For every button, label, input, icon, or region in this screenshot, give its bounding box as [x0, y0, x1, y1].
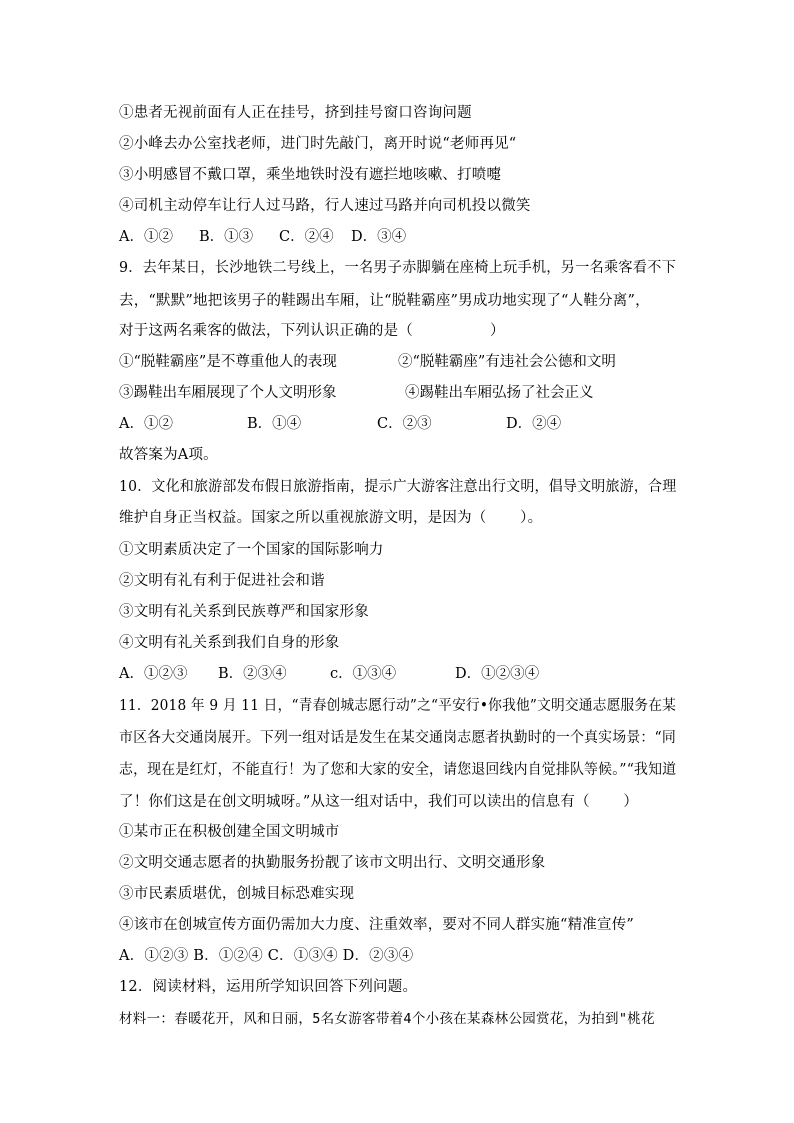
- prev-choice-c: C．②④: [279, 229, 334, 245]
- q11-option-2: ②文明交通志愿者的执勤服务扮靓了该市文明出行、文明交通形象: [119, 855, 546, 871]
- q9-option-2: ②“脱鞋霸座”有违社会公德和文明: [398, 354, 616, 370]
- q9-stem-line-3: 对于这两名乘客的做法，下列认识正确的是（ ）: [119, 323, 505, 339]
- prev-choice-d: D．③④: [351, 229, 407, 245]
- prev-option-3: ③小明感冒不戴口罩，乘坐地铁时没有遮拦地咳嗽、打喷嚏: [119, 167, 502, 183]
- q9-option-3: ③踢鞋出车厢展现了个人文明形象: [119, 385, 337, 401]
- prev-choice-b: B．①③: [199, 229, 254, 245]
- q9-stem-line-1: 9．去年某日，长沙地铁二号线上，一名男子赤脚躺在座椅上玩手机，另一名乘客看不下: [119, 260, 677, 276]
- q10-stem-line-2: 维护自身正当权益。国家之所以重视旅游文明，是因为（ ）。: [119, 510, 543, 526]
- q10-choice-a: A．①②③: [119, 666, 188, 682]
- q10-option-3: ③文明有礼关系到民族尊严和国家形象: [119, 604, 369, 620]
- q11-choices: A．①②③ B．①②④ C．①③④ D．②③④: [119, 948, 414, 964]
- q10-choice-b: B．②③④: [218, 666, 287, 682]
- q10-option-4: ④文明有礼关系到我们自身的形象: [119, 635, 340, 651]
- q9-choice-c: C．②③: [377, 416, 432, 432]
- q11-option-4: ④该市在创城宣传方面仍需加大力度、注重效率，要对不同人群实施“精准宣传”: [119, 917, 635, 933]
- q9-option-4: ④踢鞋出车厢弘扬了社会正义: [405, 385, 594, 401]
- q11-option-1: ①某市正在积极创建全国文明城市: [119, 824, 340, 840]
- q11-stem-line-2: 市区各大交通岗展开。下列一组对话是发生在某交通岗志愿者执勤时的一个真实场景：“同: [119, 730, 676, 746]
- q9-choice-d: D．②④: [506, 416, 562, 432]
- q9-answer: 故答案为A项。: [119, 447, 218, 463]
- q12-stem: 12．阅读材料，运用所学知识回答下列问题。: [119, 979, 418, 995]
- prev-option-4: ④司机主动停车让行人过马路，行人速过马路并向司机投以微笑: [119, 198, 531, 214]
- prev-choice-a: A．①②: [119, 229, 173, 245]
- q9-choice-a: A．①②: [119, 416, 173, 432]
- q12-material-1: 材料一：春暖花开，风和日丽，5名女游客带着4个小孩在某森林公园赏花，为拍到"桃花: [119, 1011, 655, 1027]
- q9-stem-line-2: 去，“默默”地把该男子的鞋踢出车厢，让“脱鞋霸座”男成功地实现了“人鞋分离”，: [119, 293, 650, 309]
- q10-stem-line-1: 10．文化和旅游部发布假日旅游指南，提示广大游客注意出行文明，倡导文明旅游，合理: [119, 479, 677, 495]
- prev-option-2: ②小峰去办公室找老师，进门时先敲门，离开时说“老师再见“: [119, 136, 517, 152]
- q10-option-2: ②文明有礼有利于促进社会和谐: [119, 573, 325, 589]
- prev-option-1: ①患者无视前面有人正在挂号，挤到挂号窗口咨询问题: [119, 105, 472, 121]
- q10-choice-c: c．①③④: [330, 666, 397, 682]
- q10-option-1: ①文明素质决定了一个国家的国际影响力: [119, 542, 384, 558]
- q11-stem-line-1: 11．2018 年 9 月 11 日，“青春创城志愿行动”之“平安行•你我他”文明交通志愿服务在某: [119, 698, 677, 714]
- q11-stem-line-4: 了！你们这是在创文明城呀。”从这一组对话中，我们可以读出的信息有（ ）: [119, 794, 639, 810]
- q9-choice-b: B．①④: [247, 416, 302, 432]
- q11-stem-line-3: 志，现在是红灯，不能直行！为了您和大家的安全，请您退回线内自觉排队等候。”“我知道: [119, 762, 677, 778]
- q10-choice-d: D．①②③④: [455, 666, 540, 682]
- q11-option-3: ③市民素质堪优，创城目标恐难实现: [119, 886, 355, 902]
- q9-option-1: ①“脱鞋霸座”是不尊重他人的表现: [119, 354, 337, 370]
